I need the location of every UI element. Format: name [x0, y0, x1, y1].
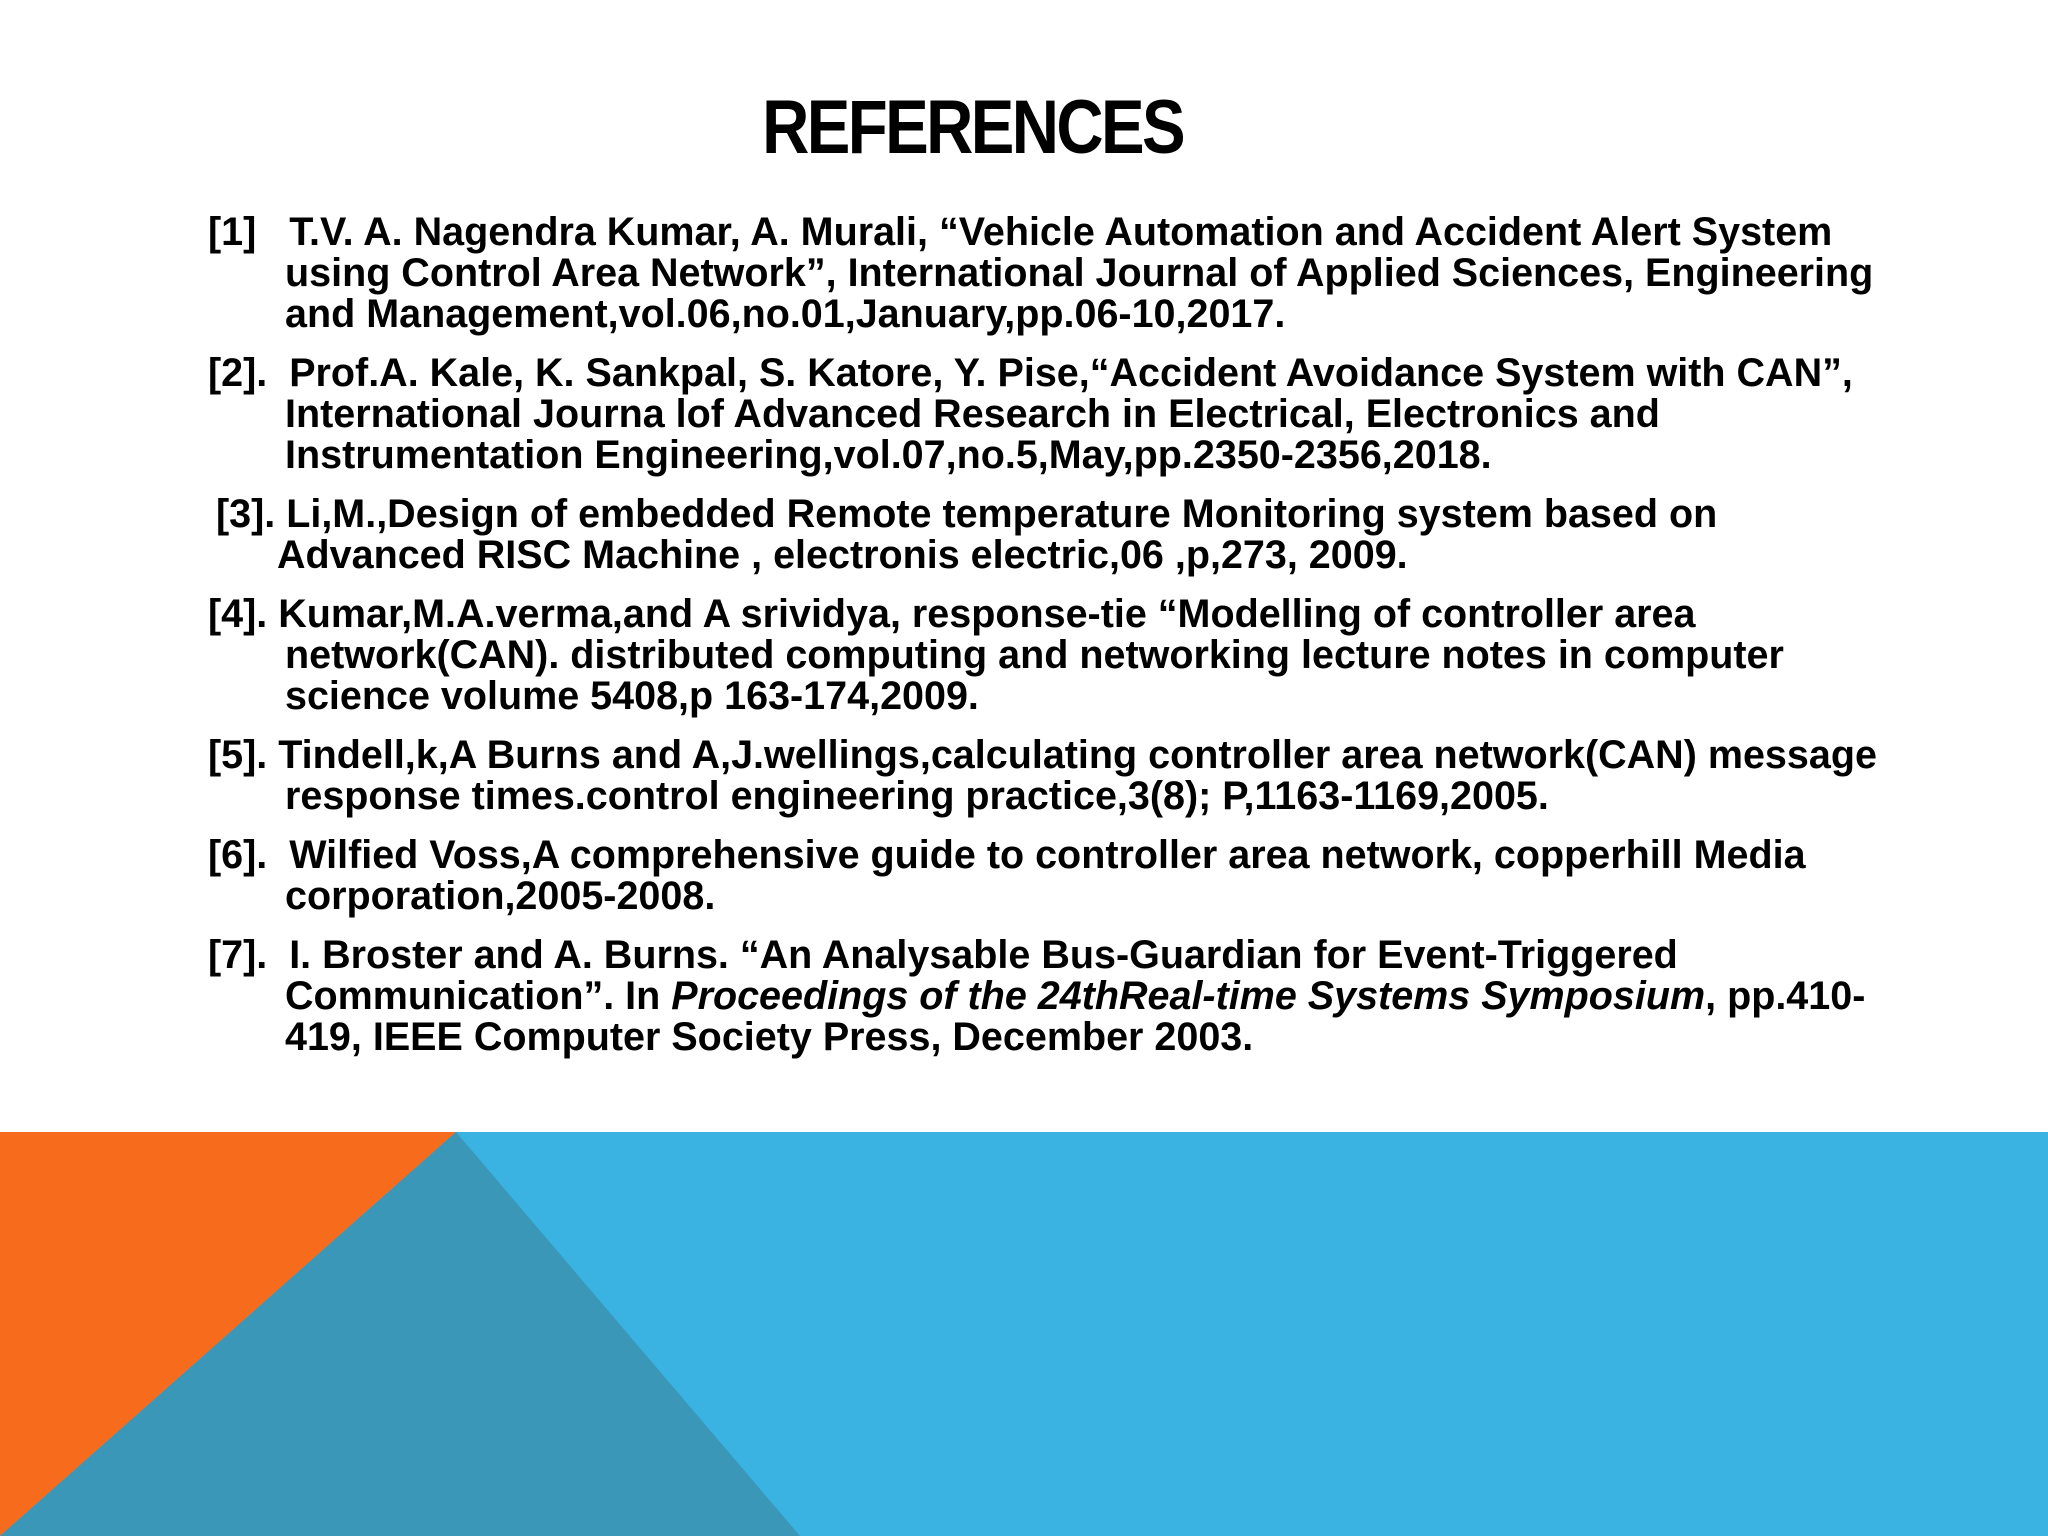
reference-text: Kumar,M.A.verma,and A srividya, response-tie “Modelling of controller area network(CAN). distributed computing and networking lecture notes in computer science volume 5408,p 163-174,2009. — [278, 592, 1784, 718]
reference-gap — [256, 210, 289, 254]
reference-journal-italic: Proceedings of the 24thReal-time Systems Symposium — [671, 974, 1706, 1018]
reference-text: Tindell,k,A Burns and A,J.wellings,calculating controller area network(CAN) message response times.control engineering practice,3(8); P,1163-1169,2005. — [278, 733, 1877, 818]
reference-number: [7]. — [208, 933, 268, 977]
reference-gap — [275, 492, 286, 536]
reference-number: [4]. — [208, 592, 268, 636]
reference-gap — [267, 933, 289, 977]
reference-list — [208, 212, 1878, 1076]
reference-gap — [267, 351, 289, 395]
reference-gap — [267, 733, 278, 777]
reference-number: [3]. — [216, 492, 276, 536]
reference-gap — [267, 833, 289, 877]
reference-item-3 — [208, 494, 1878, 576]
reference-number: [2]. — [208, 351, 268, 395]
reference-item-5 — [208, 735, 1878, 817]
reference-text: Wilfied Voss,A comprehensive guide to controller area network, copperhill Media corporation,2005-2008. — [285, 833, 1806, 918]
reference-item-4 — [208, 594, 1878, 717]
reference-text: I. Broster and A. Burns. “An Analysable Bus-Guardian for Event-Triggered Communication”. In — [285, 933, 1678, 1018]
reference-item-1 — [208, 212, 1878, 335]
reference-number: [6]. — [208, 833, 268, 877]
footer-decoration — [0, 1132, 2048, 1536]
reference-number: [1] — [208, 210, 257, 254]
slide-title: REFERENCES — [762, 85, 1184, 170]
reference-item-7 — [208, 935, 1878, 1058]
reference-gap — [267, 592, 278, 636]
reference-text: Li,M.,Design of embedded Remote temperature Monitoring system based on Advanced RISC Machine , electronis electric,06 ,p,273, 2009. — [277, 492, 1718, 577]
footer-shapes — [0, 1132, 2048, 1536]
reference-text-tail: , pp.410-419, IEEE Computer Society Press, December 2003. — [285, 974, 1866, 1059]
reference-text: Prof.A. Kale, K. Sankpal, S. Katore, Y. Pise,“Accident Avoidance System with CAN”, International Journa lof Advanced Research in Electrical, Electronics and Instrumentation Engineering,vol.07,no.5,May,pp.2350-2356,2018. — [285, 351, 1853, 477]
reference-text: T.V. A. Nagendra Kumar, A. Murali, “Vehicle Automation and Accident Alert System using Control Area Network”, International Journal of Applied Sciences, Engineering and Management,vol.06,no.01,January,pp.06-10,2017. — [285, 210, 1874, 336]
reference-item-2 — [208, 353, 1878, 476]
reference-number: [5]. — [208, 733, 268, 777]
reference-item-6 — [208, 835, 1878, 917]
